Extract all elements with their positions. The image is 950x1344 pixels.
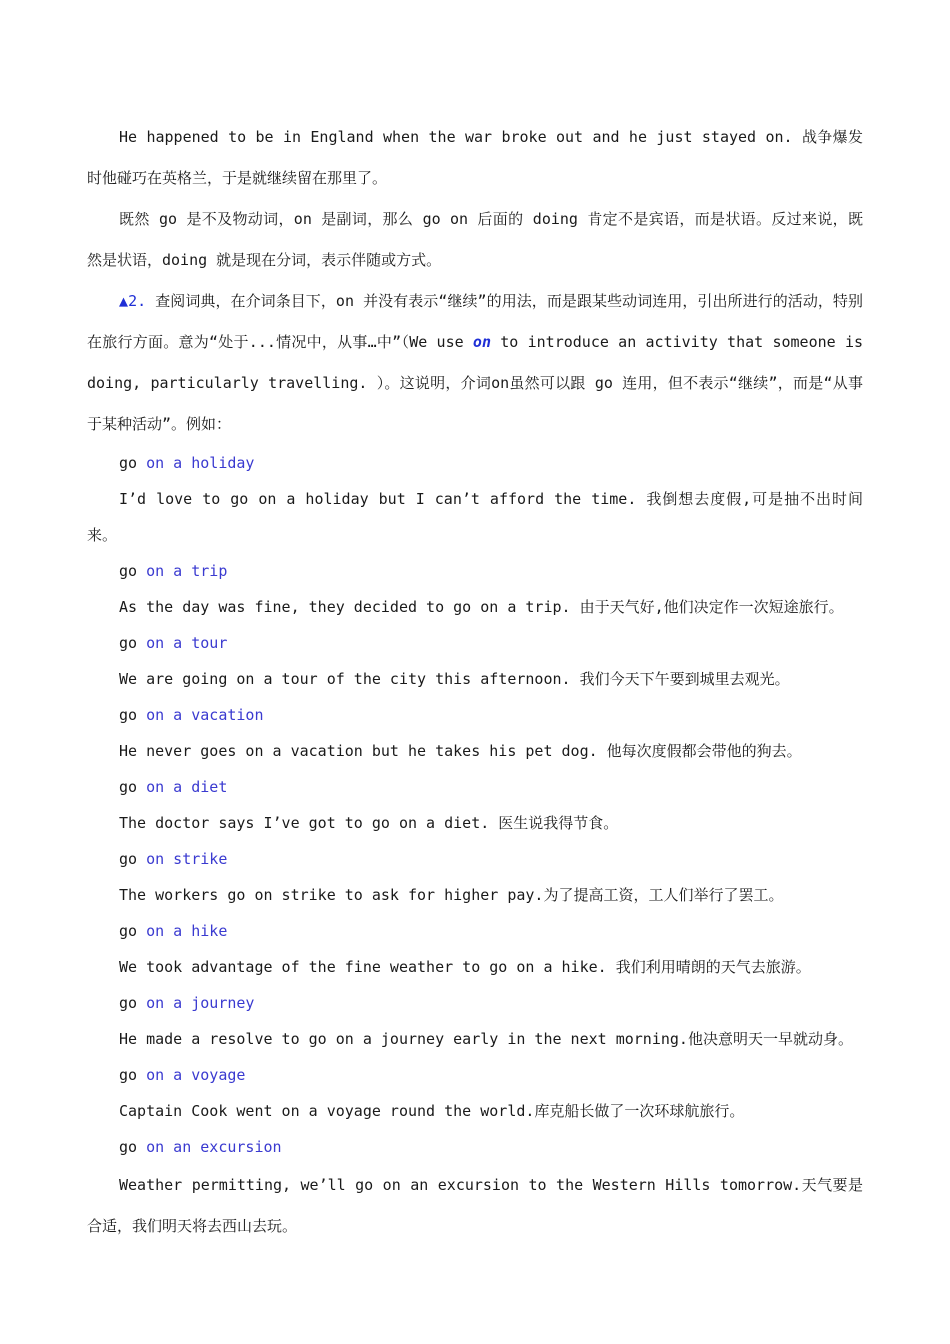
- example-phrase-term: on a voyage: [146, 1066, 246, 1084]
- example-phrase-term: on a diet: [146, 778, 228, 796]
- example-phrase-term: on a trip: [146, 562, 228, 580]
- example-phrase-term: on a tour: [146, 634, 228, 652]
- example-phrase: [87, 445, 863, 481]
- example-phrase: [87, 769, 863, 805]
- example-phrase-verb: go: [119, 562, 147, 580]
- example-phrase-verb: go: [119, 454, 147, 472]
- example-sentence: Captain Cook went on a voyage round the world.库克船长做了一次环球航旅行。: [119, 1102, 745, 1120]
- example-sentence: I’d love to go on a holiday but I can’t afford the time. 我倒想去度假,可是抽不出时间来。: [87, 490, 863, 544]
- example-sentence: Weather permitting, we’ll go on an excursion to the Western Hills tomorrow.天气要是合适，我们明天将去西山去玩。: [87, 1176, 863, 1235]
- example-sentence: The workers go on strike to ask for higher pay.为了提高工资，工人们举行了罢工。: [119, 886, 784, 904]
- example-phrase-verb: go: [119, 850, 147, 868]
- example-phrase-term: on a hike: [146, 922, 228, 940]
- example-phrase-verb: go: [119, 1066, 147, 1084]
- intro-example: [87, 117, 863, 199]
- example-phrase: [87, 1129, 863, 1165]
- example-phrase-verb: go: [119, 1138, 147, 1156]
- example-sentence: We took advantage of the fine weather to go on a hike. 我们利用晴朗的天气去旅游。: [119, 958, 811, 976]
- document-page: [87, 117, 863, 1247]
- triangle-marker: ▲2.: [119, 292, 147, 310]
- example-phrase-verb: go: [119, 706, 147, 724]
- section-2-text-after: to introduce an activity that someone is doing, particularly travelling. ）。这说明，介词on虽然可以跟 go 连用，但不表示“继续”，而是“从事于某种活动”。例如：: [87, 333, 863, 433]
- example-sentence: The doctor says I’ve got to go on a diet. 医生说我得节食。: [119, 814, 619, 832]
- example-sentence: We are going on a tour of the city this afternoon. 我们今天下午要到城里去观光。: [119, 670, 790, 688]
- intro-example-zh: 战争爆发时他碰巧在英格兰，于是就继续留在那里了。: [87, 128, 863, 187]
- example-phrase: [87, 553, 863, 589]
- example-phrase: [87, 1057, 863, 1093]
- example-phrase-term: on a journey: [146, 994, 255, 1012]
- example-phrase-term: on a vacation: [146, 706, 264, 724]
- section-2-paragraph: [87, 281, 863, 445]
- example-phrase-term: on strike: [146, 850, 228, 868]
- intro-example-en: He happened to be in England when the war broke out and he just stayed on.: [119, 128, 793, 146]
- keyword-on: on: [472, 333, 491, 351]
- example-phrase: [87, 985, 863, 1021]
- example-sentence: He never goes on a vacation but he takes his pet dog. 他每次度假都会带他的狗去。: [119, 742, 802, 760]
- example-phrase: [87, 625, 863, 661]
- section-2-text-before: 查阅词典，在介词条目下，on 并没有表示“继续”的用法，而是跟某些动词连用，引出所进行的活动，特别在旅行方面。意为“处于...情况中，从事…中”（We use: [87, 292, 863, 351]
- example-phrase-verb: go: [119, 994, 147, 1012]
- example-phrase: [87, 841, 863, 877]
- intro-analysis: 既然 go 是不及物动词，on 是副词，那么 go on 后面的 doing 肯定不是宾语，而是状语。反过来说，既然是状语，doing 就是现在分词，表示伴随或方式。: [87, 210, 863, 269]
- example-phrase-verb: go: [119, 778, 147, 796]
- example-sentence: As the day was fine, they decided to go on a trip. 由于天气好,他们决定作一次短途旅行。: [119, 598, 844, 616]
- example-sentence: He made a resolve to go on a journey early in the next morning.他决意明天一早就动身。: [119, 1030, 853, 1048]
- example-phrase-verb: go: [119, 922, 147, 940]
- example-list: [87, 445, 863, 1247]
- example-phrase-term: on a holiday: [146, 454, 255, 472]
- example-phrase-verb: go: [119, 634, 147, 652]
- example-phrase: [87, 697, 863, 733]
- example-phrase-term: on an excursion: [146, 1138, 282, 1156]
- example-phrase: [87, 913, 863, 949]
